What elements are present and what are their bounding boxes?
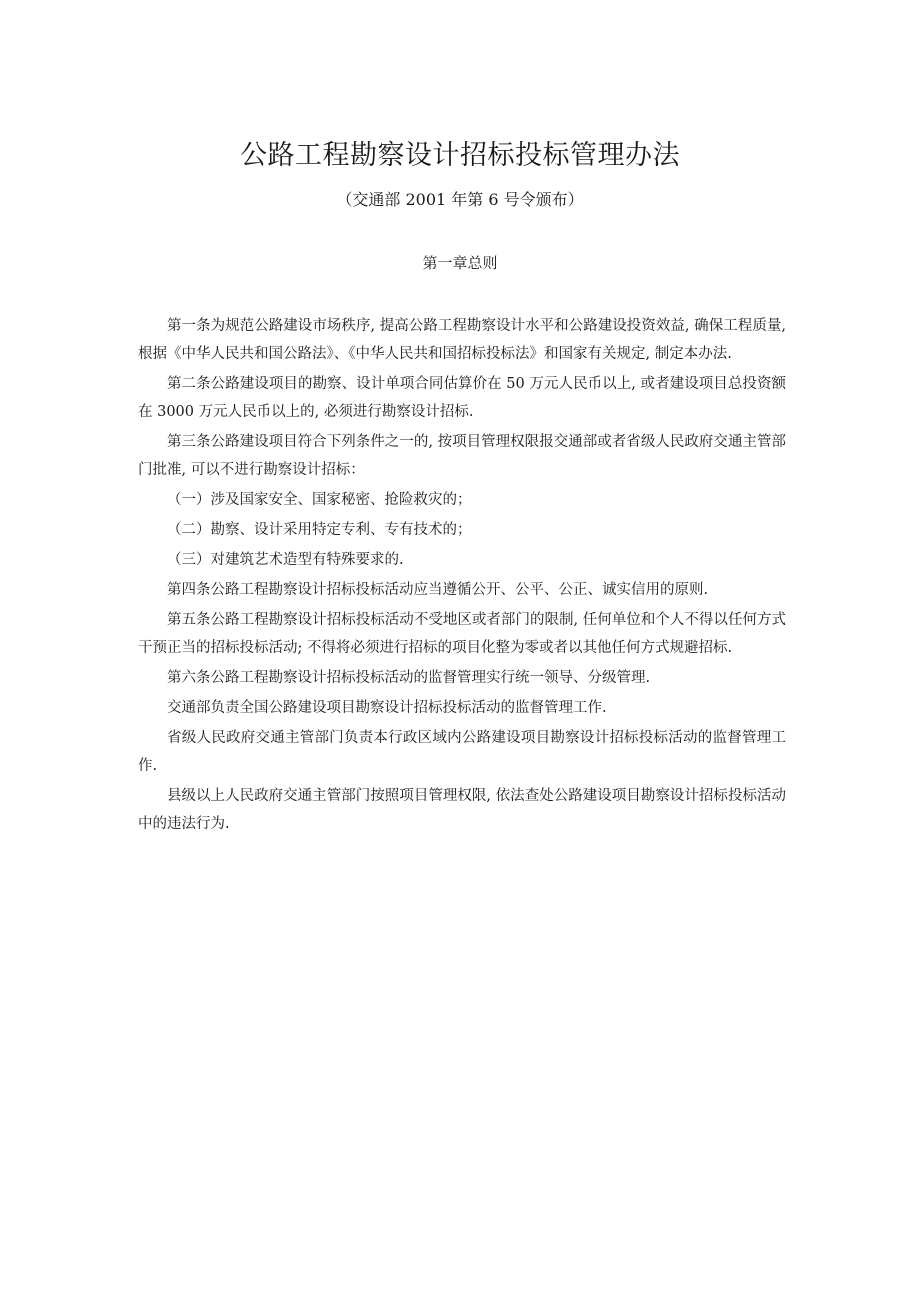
paragraph-ministry-duty: 交通部负责全国公路建设项目勘察设计招标投标活动的监督管理工作.	[167, 700, 607, 716]
paragraph-article-1: 第一条为规范公路建设市场秩序, 提高公路工程勘察设计水平和公路建设投资效益, 确保工程质量, 根据《中华人民共和国公路法》、《中华人民共和国招标投标法》和国家有关规定, 制定本办法.	[138, 318, 786, 362]
chapter-heading: 第一章总则	[422, 254, 498, 272]
paragraph-item-2: （二）勘察、设计采用特定专利、专有技术的；	[167, 522, 472, 538]
paragraph-item-3: （三）对建筑艺术造型有特殊要求的.	[167, 552, 404, 568]
paragraph-provincial-duty: 省级人民政府交通主管部门负责本行政区域内公路建设项目勘察设计招标投标活动的监督管理工作.	[138, 730, 786, 774]
document-title: 公路工程勘察设计招标投标管理办法	[240, 140, 680, 172]
document-body	[138, 312, 786, 840]
paragraph-item-1: （一）涉及国家安全、国家秘密、抢险救灾的；	[167, 492, 472, 508]
paragraph-article-2: 第二条公路建设项目的勘察、设计单项合同估算价在 50 万元人民币以上, 或者建设项目总投资额在 3000 万元人民币以上的, 必须进行勘察设计招标.	[138, 376, 786, 420]
paragraph-article-4: 第四条公路工程勘察设计招标投标活动应当遵循公开、公平、公正、诚实信用的原则.	[167, 582, 709, 598]
paragraph-article-6: 第六条公路工程勘察设计招标投标活动的监督管理实行统一领导、分级管理.	[167, 670, 651, 686]
paragraph-county-duty: 县级以上人民政府交通主管部门按照项目管理权限, 依法查处公路建设项目勘察设计招标投标活动中的违法行为.	[138, 788, 786, 832]
paragraph-article-3: 第三条公路建设项目符合下列条件之一的, 按项目管理权限报交通部或者省级人民政府交通主管部门批准, 可以不进行勘察设计招标：	[138, 434, 786, 478]
paragraph-article-5: 第五条公路工程勘察设计招标投标活动不受地区或者部门的限制, 任何单位和个人不得以任何方式干预正当的招标投标活动; 不得将必须进行招标的项目化整为零或者以其他任何方式规避招标.	[138, 612, 786, 656]
document-subtitle: （交通部 2001 年第 6 号令颁布）	[336, 190, 584, 209]
